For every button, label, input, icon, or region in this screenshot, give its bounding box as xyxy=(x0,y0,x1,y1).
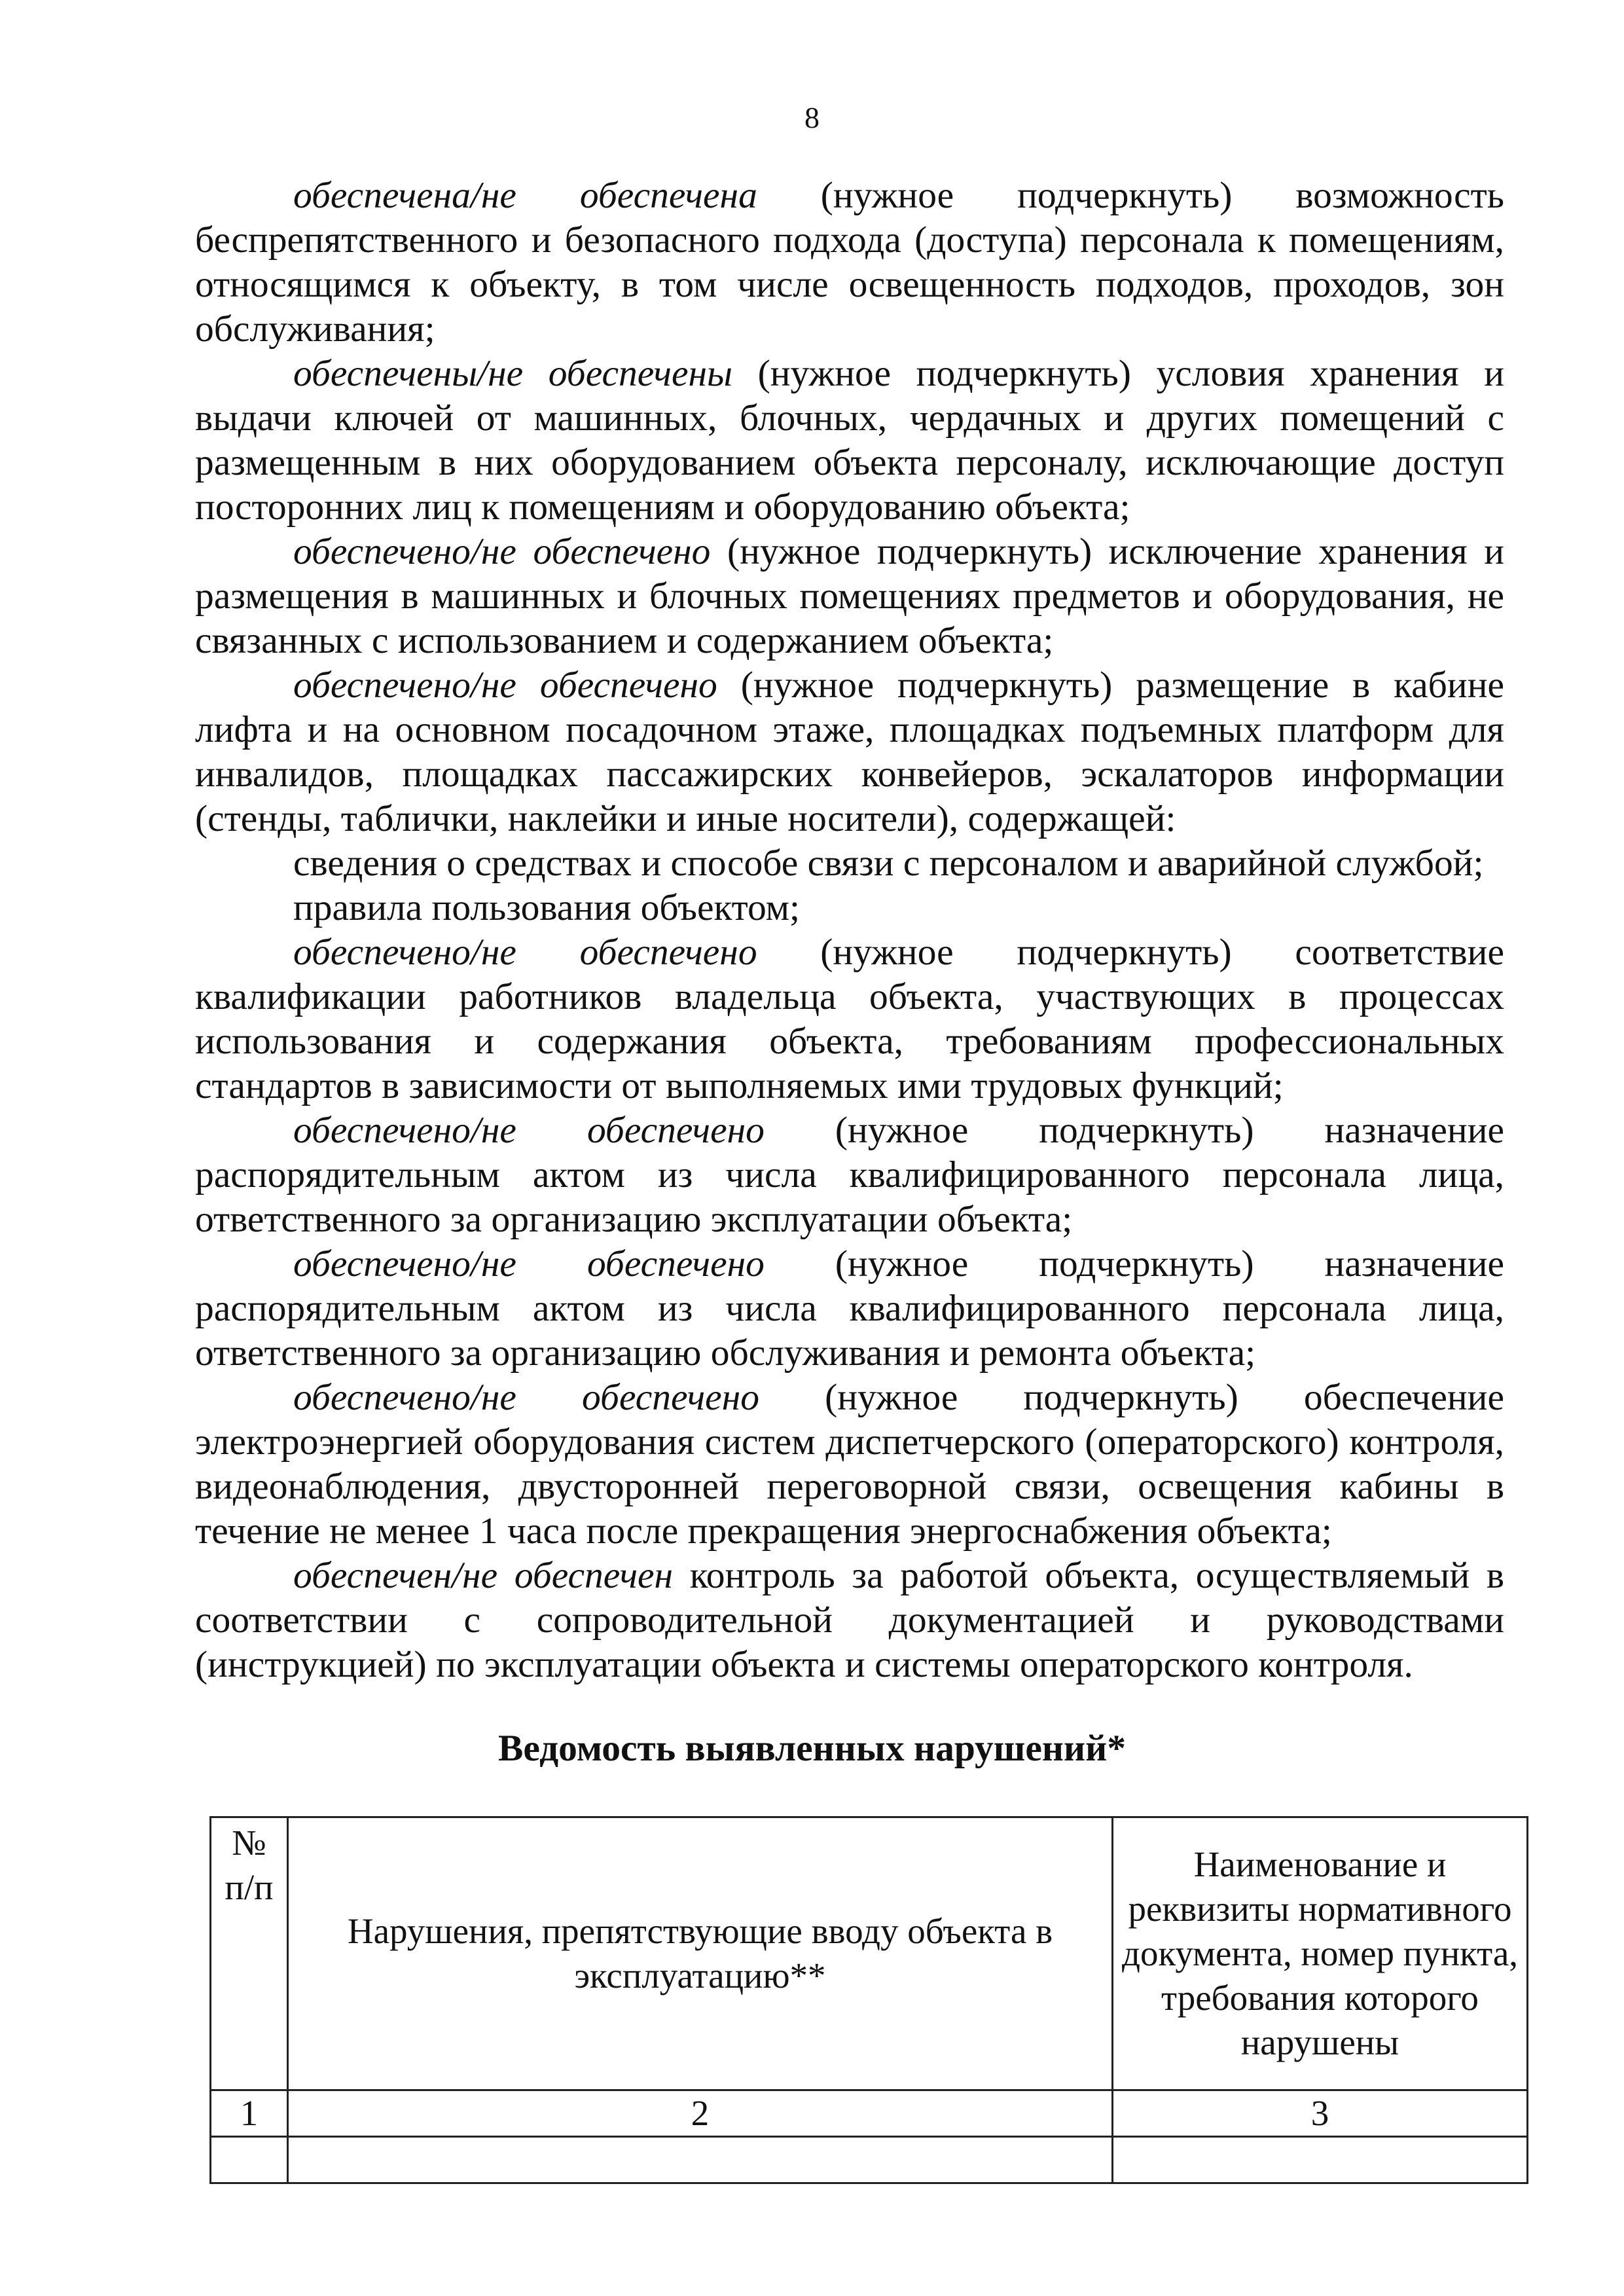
paragraph xyxy=(195,352,1504,530)
paragraph-text: (нужное подчеркнуть) размещение в кабине лифта и на основном посадочном этаже, площадках подъемных платформ для инвалидов, площадках пассажирских конвейеров, эскалаторов информации (стенды, таблички, наклейки и иные носители), содержащей: xyxy=(195,665,1504,839)
paragraph-text: (нужное подчеркнуть) возможность беспрепятственного и безопасного подхода (доступа) персонала к помещениям, относящимся к объекту, в том числе освещенность подходов, проходов, зон обслуживания; xyxy=(195,175,1504,350)
column-number: 2 xyxy=(288,2090,1113,2137)
paragraph-text: (нужное подчеркнуть) назначение распорядительным актом из числа квалифицированного персонала лица, ответственного за организацию обслуживания и ремонта объекта; xyxy=(195,1243,1504,1374)
column-header-normative-doc: Наименование и реквизиты нормативного документа, номер пункта, требования которого нарушены xyxy=(1113,1817,1528,2090)
status-text: обеспечена/не обеспечена xyxy=(293,175,757,216)
column-number: 3 xyxy=(1113,2090,1528,2137)
paragraph xyxy=(195,1108,1504,1242)
document-body xyxy=(195,173,1504,1687)
page-number: 8 xyxy=(804,101,820,134)
paragraph xyxy=(195,530,1504,663)
paragraph xyxy=(195,841,1504,886)
status-text: обеспечено/не обеспечено xyxy=(293,932,757,973)
status-text: обеспечено/не обеспечено xyxy=(293,1377,759,1418)
paragraph xyxy=(195,930,1504,1108)
violations-table xyxy=(209,1816,1528,2184)
table-row xyxy=(211,2137,1528,2183)
paragraph-text: контроль за работой объекта, осуществляемый в соответствии с сопроводительной документацией и руководствами (инструкцией) по эксплуатации объекта и системы операторского контроля. xyxy=(195,1555,1504,1685)
table-cell xyxy=(288,2137,1113,2183)
status-text: обеспечено/не обеспечено xyxy=(293,665,717,706)
table-header-row xyxy=(211,1817,1528,2090)
status-text: обеспечены/не обеспечены xyxy=(293,353,732,394)
paragraph xyxy=(195,173,1504,352)
paragraph-text: (нужное подчеркнуть) исключение хранения и размещения в машинных и блочных помещениях предметов и оборудования, не связанных с использованием и содержанием объекта; xyxy=(195,531,1504,661)
column-number-row xyxy=(211,2090,1528,2137)
paragraph xyxy=(195,1376,1504,1554)
status-text: обеспечено/не обеспечено xyxy=(293,531,711,572)
section-title: Ведомость выявленных нарушений* xyxy=(497,1728,1127,1769)
paragraph xyxy=(195,1554,1504,1687)
paragraph-text: (нужное подчеркнуть) условия хранения и выдачи ключей от машинных, блочных, чердачных и других помещений с размещенным в них оборудованием объекта персоналу, исключающие доступ посторонних лиц к помещениям и оборудованию объекта; xyxy=(195,353,1505,528)
paragraph-text: (нужное подчеркнуть) обеспечение электроэнергией оборудования систем диспетчерского (операторского) контроля, видеонаблюдения, двусторонней переговорной связи, освещения кабины в течение не менее 1 часа после прекращения энергоснабжения объекта; xyxy=(195,1377,1504,1552)
status-text: обеспечен/не обеспечен xyxy=(293,1555,674,1596)
paragraph-text: сведения о средствах и способе связи с персоналом и аварийной службой; xyxy=(293,843,1484,884)
paragraph xyxy=(195,886,1504,930)
status-text: обеспечено/не обеспечено xyxy=(293,1243,765,1285)
table-cell xyxy=(1113,2137,1528,2183)
paragraph-text: правила пользования объектом; xyxy=(293,887,801,928)
paragraph-text: (нужное подчеркнуть) соответствие квалификации работников владельца объекта, участвующих в процессах использования и содержания объекта, требованиям профессиональных стандартов в зависимости от выполняемых ими трудовых функций; xyxy=(195,932,1504,1106)
status-text: обеспечено/не обеспечено xyxy=(293,1110,765,1151)
column-header-violations: Нарушения, препятствующие вводу объекта в эксплуатацию** xyxy=(288,1817,1113,2090)
table-cell xyxy=(211,2137,288,2183)
paragraph xyxy=(195,1242,1504,1376)
column-number: 1 xyxy=(211,2090,288,2137)
paragraph-text: (нужное подчеркнуть) назначение распорядительным актом из числа квалифицированного персонала лица, ответственного за организацию эксплуатации объекта; xyxy=(195,1110,1504,1240)
paragraph xyxy=(195,663,1504,841)
column-header-number: № п/п xyxy=(211,1817,288,2090)
